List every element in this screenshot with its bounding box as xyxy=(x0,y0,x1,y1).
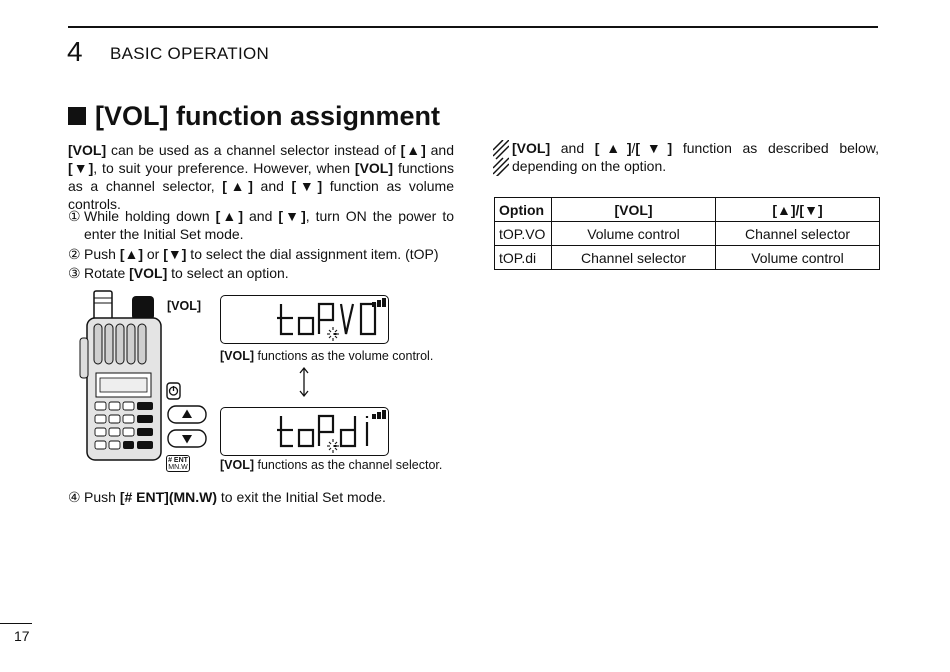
options-table xyxy=(494,197,880,270)
chapter-number: 4 xyxy=(67,36,83,67)
steps-list xyxy=(68,207,454,282)
lcd-segments-1 xyxy=(221,296,388,343)
lcd-display-channel xyxy=(220,407,389,456)
lcd-segments-2 xyxy=(221,408,388,455)
table-header-cell: [VOL] xyxy=(552,198,716,222)
table-cell: Volume control xyxy=(552,222,716,246)
step-3: ③ Rotate [VOL] to select an option. xyxy=(68,265,289,281)
step-2: ② Push [▲] or [▼] to select the dial assignment item. (tOP) xyxy=(68,246,439,262)
page-number-rule xyxy=(0,623,32,624)
step-1: ① While holding down [▲] and [▼], turn ON the power to enter the Initial Set mode. xyxy=(68,208,454,242)
up-key-icon xyxy=(167,405,207,425)
table-header-cell: Option xyxy=(495,198,552,222)
step-4: ④ Push [# ENT](MN.W) to exit the Initial Set mode. xyxy=(68,489,386,505)
down-key-icon xyxy=(167,429,207,449)
table-cell: Channel selector xyxy=(716,222,880,246)
table-header-row xyxy=(495,198,880,222)
table-cell: tOP.VO xyxy=(495,222,552,246)
ent-key-icon: # ENT MN.W xyxy=(166,455,190,472)
table-cell: tOP.di xyxy=(495,246,552,270)
caption-channel: [VOL] functions as the channel selector. xyxy=(220,458,443,472)
section-heading xyxy=(68,99,440,133)
note-icon xyxy=(493,140,509,176)
table-row xyxy=(495,222,880,246)
lcd-display-volume xyxy=(220,295,389,344)
power-icon xyxy=(166,382,182,400)
table-cell: Channel selector xyxy=(552,246,716,270)
table-header-cell: [▲]/[▼] xyxy=(716,198,880,222)
vol-label: [VOL] xyxy=(167,299,202,313)
double-arrow-icon xyxy=(297,366,311,398)
section-title: [VOL] function assignment xyxy=(95,101,441,131)
radio-illustration xyxy=(78,288,168,463)
chapter-title: BASIC OPERATION xyxy=(110,44,270,63)
intro-paragraph: [VOL] can be used as a channel selector instead of [▲] and [▼], to suit your preference. However, when [VOL] functions as a channel selector, [▲] and [▼] function as volume controls. xyxy=(68,142,454,212)
table-cell: Volume control xyxy=(716,246,880,270)
header-rule xyxy=(68,26,878,28)
page-number: 17 xyxy=(14,628,30,644)
table-row xyxy=(495,246,880,270)
square-bullet-icon xyxy=(68,107,86,125)
caption-volume: [VOL] functions as the volume control. xyxy=(220,349,434,363)
note-paragraph: [VOL] and [▲]/[▼] function as described below, depending on the option. xyxy=(493,139,879,176)
